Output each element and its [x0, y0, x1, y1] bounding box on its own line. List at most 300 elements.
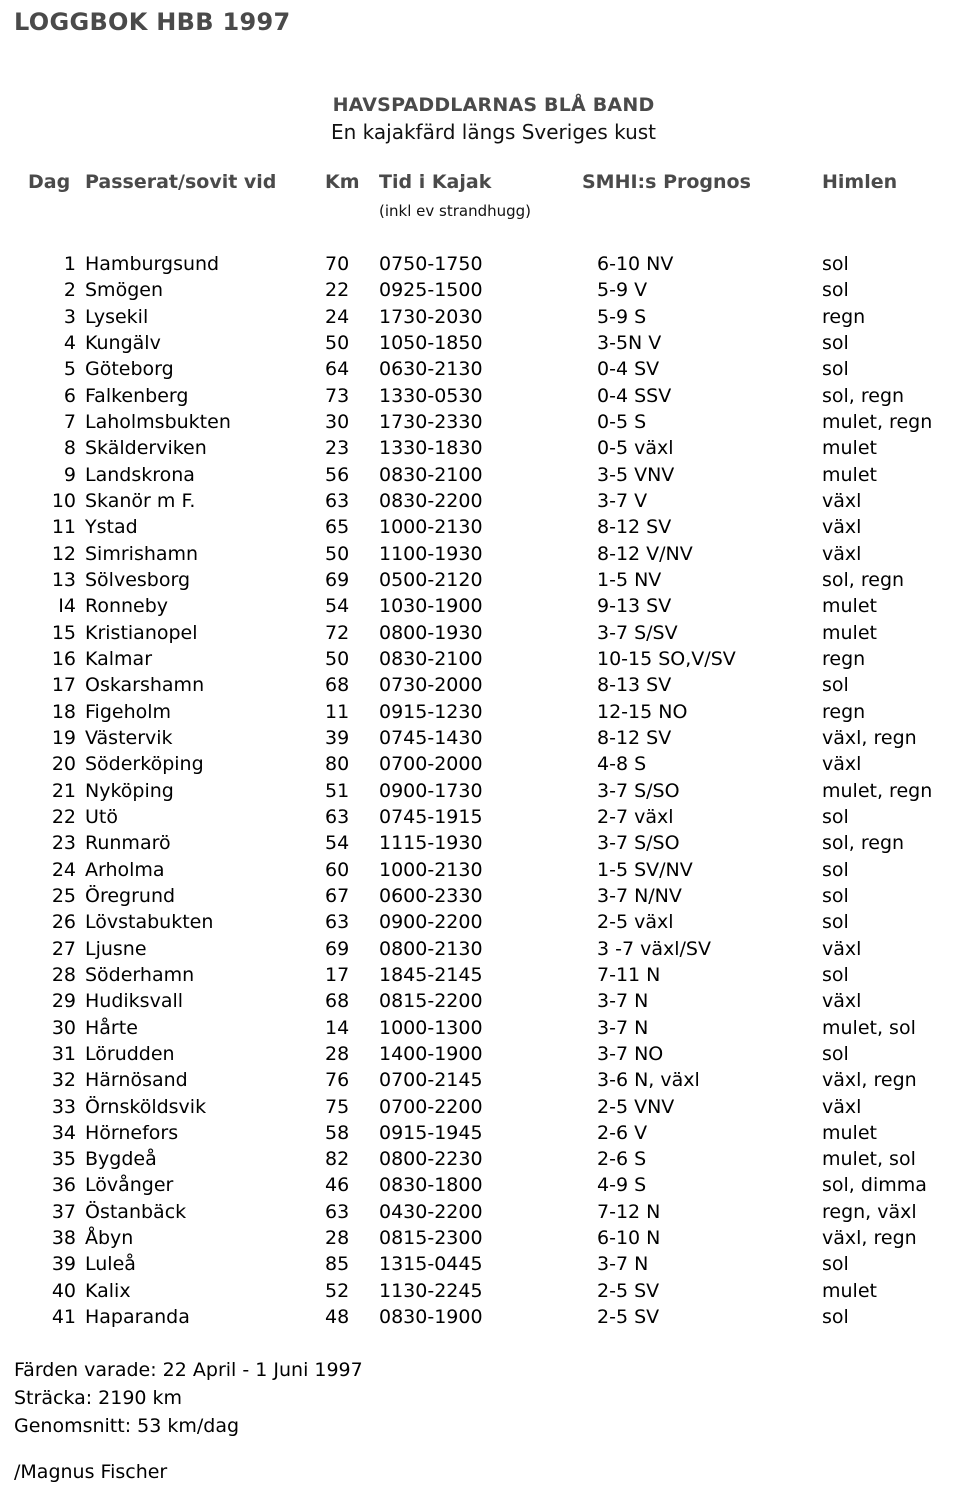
cell-dag: 13: [51, 568, 76, 591]
table-row: [0, 804, 961, 830]
cell-himlen: sol, dimma: [822, 1174, 927, 1197]
cell-himlen: regn, växl: [822, 1200, 917, 1223]
table-row: [0, 383, 961, 409]
cell-plats: Härnösand: [85, 1069, 188, 1092]
table-row: [0, 936, 961, 962]
cell-himlen: sol: [822, 911, 849, 934]
cell-plats: Lysekil: [85, 305, 149, 328]
cell-km: 56: [325, 463, 350, 486]
cell-himlen: sol: [822, 858, 849, 881]
cell-dag: 9: [63, 463, 76, 486]
cell-prognos: 3-7 N: [597, 1253, 649, 1276]
cell-km: 75: [325, 1095, 350, 1118]
cell-prognos: 5-9 S: [597, 305, 647, 328]
table-row: [0, 1094, 961, 1120]
cell-tid: 0745-1430: [379, 726, 483, 749]
cell-dag: 29: [51, 990, 76, 1013]
cell-km: 85: [325, 1253, 350, 1276]
cell-dag: 25: [51, 884, 76, 907]
cell-km: 17: [325, 963, 350, 986]
table-row: [0, 593, 961, 619]
cell-dag: 20: [51, 753, 76, 776]
cell-dag: 7: [63, 410, 76, 433]
cell-plats: Hamburgsund: [85, 253, 220, 275]
cell-plats: Hårte: [85, 1016, 138, 1039]
cell-himlen: växl: [822, 937, 862, 960]
cell-tid: 1100-1930: [379, 542, 483, 565]
cell-himlen: mulet: [822, 1279, 877, 1302]
table-row: [0, 1041, 961, 1067]
document-main-heading: HAVSPADDLARNAS BLÅ BAND: [332, 94, 655, 116]
cell-km: 46: [325, 1174, 350, 1197]
cell-prognos: 4-9 S: [597, 1174, 647, 1197]
cell-prognos: 2-5 VNV: [597, 1095, 675, 1118]
cell-plats: Söderköping: [85, 753, 204, 776]
cell-dag: 5: [63, 358, 76, 381]
cell-himlen: mulet, regn: [822, 410, 933, 433]
cell-himlen: växl: [822, 990, 862, 1013]
cell-prognos: 6-10 N: [597, 1227, 661, 1250]
column-header-himlen: Himlen: [822, 171, 898, 193]
cell-km: 69: [325, 937, 350, 960]
cell-plats: Kalix: [85, 1279, 131, 1302]
cell-km: 65: [325, 516, 350, 539]
cell-prognos: 8-13 SV: [597, 674, 672, 697]
cell-plats: Landskrona: [85, 463, 195, 486]
cell-plats: Öregrund: [85, 884, 176, 907]
cell-prognos: 3-6 N, växl: [597, 1069, 700, 1092]
table-row: [0, 1120, 961, 1146]
cell-himlen: mulet, regn: [822, 779, 933, 802]
cell-himlen: sol: [822, 884, 849, 907]
cell-plats: Skälderviken: [85, 437, 207, 460]
cell-prognos: 4-8 S: [597, 753, 647, 776]
table-row: [0, 488, 961, 514]
cell-tid: 1730-2030: [379, 305, 483, 328]
cell-tid: 0800-2230: [379, 1148, 483, 1171]
cell-dag: 21: [51, 779, 76, 802]
cell-plats: Hudiksvall: [85, 990, 184, 1013]
cell-plats: Utö: [85, 805, 118, 828]
cell-himlen: mulet: [822, 463, 877, 486]
table-row: [0, 620, 961, 646]
cell-plats: Simrishamn: [85, 542, 199, 565]
trip-summary: [14, 1356, 363, 1440]
document-header: [13, 92, 961, 146]
cell-dag: 28: [51, 963, 76, 986]
cell-prognos: 8-12 SV: [597, 516, 672, 539]
table-row: [0, 514, 961, 540]
cell-tid: 1050-1850: [379, 331, 483, 354]
cell-prognos: 0-5 S: [597, 410, 647, 433]
cell-tid: 1315-0445: [379, 1253, 483, 1276]
cell-prognos: 6-10 NV: [597, 253, 674, 275]
cell-plats: Lörudden: [85, 1042, 175, 1065]
cell-tid: 1000-1300: [379, 1016, 483, 1039]
cell-prognos: 3-5N V: [597, 331, 662, 354]
cell-tid: 0700-2200: [379, 1095, 483, 1118]
cell-km: 52: [325, 1279, 350, 1302]
cell-himlen: mulet: [822, 621, 877, 644]
cell-plats: Smögen: [85, 279, 163, 302]
cell-dag: 27: [51, 937, 76, 960]
cell-himlen: sol: [822, 279, 849, 302]
cell-km: 63: [325, 1200, 350, 1223]
cell-dag: 8: [63, 437, 76, 460]
table-header-row: [0, 171, 961, 195]
cell-plats: Haparanda: [85, 1306, 190, 1329]
cell-km: 67: [325, 884, 350, 907]
table-row: [0, 1199, 961, 1225]
summary-average: Genomsnitt: 53 km/dag: [14, 1415, 240, 1437]
cell-himlen: sol: [822, 674, 849, 697]
cell-plats: Kungälv: [85, 331, 161, 354]
cell-tid: 1845-2145: [379, 963, 483, 986]
cell-km: 14: [325, 1016, 350, 1039]
cell-himlen: mulet: [822, 437, 877, 460]
table-row: [0, 435, 961, 461]
cell-km: 30: [325, 410, 350, 433]
cell-tid: 0800-2130: [379, 937, 483, 960]
table-row: [0, 251, 961, 277]
cell-tid: 0815-2200: [379, 990, 483, 1013]
cell-km: 63: [325, 911, 350, 934]
cell-prognos: 3 -7 växl/SV: [597, 937, 711, 960]
cell-prognos: 3-7 N/NV: [597, 884, 682, 907]
cell-km: 58: [325, 1121, 350, 1144]
cell-prognos: 3-7 NO: [597, 1042, 664, 1065]
cell-himlen: sol: [822, 331, 849, 354]
cell-himlen: mulet: [822, 1121, 877, 1144]
cell-prognos: 7-12 N: [597, 1200, 661, 1223]
cell-himlen: mulet, sol: [822, 1148, 916, 1171]
cell-himlen: sol: [822, 805, 849, 828]
cell-plats: Arholma: [85, 858, 165, 881]
cell-km: 39: [325, 726, 350, 749]
page-title: LOGGBOK HBB 1997: [14, 8, 291, 36]
cell-tid: 1400-1900: [379, 1042, 483, 1065]
cell-plats: Nyköping: [85, 779, 174, 802]
cell-plats: Söderhamn: [85, 963, 195, 986]
cell-tid: 1030-1900: [379, 595, 483, 618]
cell-dag: 41: [51, 1306, 76, 1329]
cell-prognos: 3-7 S/SO: [597, 832, 680, 855]
cell-plats: Kalmar: [85, 647, 153, 670]
cell-prognos: 0-4 SSV: [597, 384, 672, 407]
cell-dag: 38: [51, 1227, 76, 1250]
cell-dag: 16: [51, 647, 76, 670]
cell-plats: Sölvesborg: [85, 568, 191, 591]
table-row: [0, 1225, 961, 1251]
cell-km: 63: [325, 489, 350, 512]
cell-prognos: 3-7 N: [597, 1016, 649, 1039]
cell-prognos: 9-13 SV: [597, 595, 672, 618]
cell-prognos: 3-7 S/SV: [597, 621, 678, 644]
cell-dag: 4: [63, 331, 76, 354]
cell-himlen: sol, regn: [822, 568, 905, 591]
cell-himlen: mulet, sol: [822, 1016, 916, 1039]
cell-plats: Kristianopel: [85, 621, 198, 644]
table-row: [0, 541, 961, 567]
cell-km: 82: [325, 1148, 350, 1171]
cell-tid: 0830-2100: [379, 463, 483, 486]
cell-plats: Falkenberg: [85, 384, 189, 407]
cell-km: 23: [325, 437, 350, 460]
cell-dag: 23: [51, 832, 76, 855]
cell-km: 50: [325, 647, 350, 670]
cell-prognos: 10-15 SO,V/SV: [597, 647, 736, 670]
table-row: [0, 962, 961, 988]
cell-dag: 36: [51, 1174, 76, 1197]
table-row: [0, 988, 961, 1014]
cell-dag: 30: [51, 1016, 76, 1039]
cell-plats: Ystad: [85, 516, 138, 539]
cell-dag: 32: [51, 1069, 76, 1092]
cell-plats: Runmarö: [85, 832, 171, 855]
cell-dag: 17: [51, 674, 76, 697]
table-row: [0, 857, 961, 883]
cell-dag: 24: [51, 858, 76, 881]
cell-tid: 0500-2120: [379, 568, 483, 591]
table-row: [0, 909, 961, 935]
cell-prognos: 2-6 V: [597, 1121, 648, 1144]
table-row: [0, 725, 961, 751]
cell-tid: 0815-2300: [379, 1227, 483, 1250]
table-row: [0, 883, 961, 909]
cell-plats: Göteborg: [85, 358, 174, 381]
cell-km: 24: [325, 305, 350, 328]
column-header-dag: Dag: [28, 171, 71, 193]
cell-himlen: växl: [822, 542, 862, 565]
cell-prognos: 3-5 VNV: [597, 463, 675, 486]
cell-prognos: 12-15 NO: [597, 700, 688, 723]
cell-prognos: 3-7 S/SO: [597, 779, 680, 802]
log-table: [0, 251, 961, 1330]
cell-tid: 1330-1830: [379, 437, 483, 460]
cell-dag: 22: [51, 805, 76, 828]
cell-himlen: sol, regn: [822, 832, 905, 855]
table-row: [0, 277, 961, 303]
cell-tid: 0925-1500: [379, 279, 483, 302]
cell-tid: 0830-2100: [379, 647, 483, 670]
cell-km: 72: [325, 621, 350, 644]
table-row: [0, 778, 961, 804]
cell-km: 28: [325, 1227, 350, 1250]
table-row: [0, 1251, 961, 1277]
cell-tid: 0915-1230: [379, 700, 483, 723]
table-row: [0, 672, 961, 698]
cell-km: 80: [325, 753, 350, 776]
cell-dag: 3: [63, 305, 76, 328]
cell-plats: Skanör m F.: [85, 489, 196, 512]
cell-himlen: växl: [822, 753, 862, 776]
table-row: [0, 462, 961, 488]
cell-tid: 1000-2130: [379, 516, 483, 539]
cell-dag: 18: [51, 700, 76, 723]
cell-himlen: sol: [822, 358, 849, 381]
table-row: [0, 1146, 961, 1172]
cell-km: 22: [325, 279, 350, 302]
cell-plats: Bygdeå: [85, 1148, 157, 1171]
cell-plats: Västervik: [85, 726, 173, 749]
author-signature: /Magnus Fischer: [14, 1461, 168, 1483]
cell-plats: Luleå: [85, 1253, 136, 1276]
table-row: [0, 1304, 961, 1330]
cell-tid: 1115-1930: [379, 832, 483, 855]
cell-km: 76: [325, 1069, 350, 1092]
table-row: [0, 304, 961, 330]
cell-prognos: 2-7 växl: [597, 805, 674, 828]
table-row: [0, 1015, 961, 1041]
cell-plats: Åbyn: [85, 1227, 134, 1250]
cell-prognos: 2-5 SV: [597, 1279, 660, 1302]
table-row: [0, 1067, 961, 1093]
table-row: [0, 1172, 961, 1198]
cell-himlen: sol, regn: [822, 384, 905, 407]
cell-plats: Ljusne: [85, 937, 147, 960]
cell-dag: 11: [51, 516, 76, 539]
cell-prognos: 2-5 SV: [597, 1306, 660, 1329]
cell-km: 60: [325, 858, 350, 881]
cell-himlen: växl: [822, 516, 862, 539]
cell-dag: 26: [51, 911, 76, 934]
cell-tid: 0800-1930: [379, 621, 483, 644]
cell-dag: 35: [51, 1148, 76, 1171]
cell-dag: 6: [63, 384, 76, 407]
cell-himlen: sol: [822, 1253, 849, 1276]
cell-plats: Lövstabukten: [85, 911, 214, 934]
cell-prognos: 7-11 N: [597, 963, 661, 986]
cell-tid: 0745-1915: [379, 805, 483, 828]
cell-km: 48: [325, 1306, 350, 1329]
cell-dag: 2: [63, 279, 76, 302]
cell-himlen: växl: [822, 489, 862, 512]
cell-plats: Lövånger: [85, 1174, 174, 1197]
cell-prognos: 1-5 NV: [597, 568, 662, 591]
column-header-km: Km: [325, 171, 360, 193]
cell-dag: 15: [51, 621, 76, 644]
document-subtitle: En kajakfärd längs Sveriges kust: [330, 120, 657, 144]
cell-tid: 0700-2000: [379, 753, 483, 776]
cell-plats: Laholmsbukten: [85, 410, 231, 433]
cell-prognos: 3-7 V: [597, 489, 648, 512]
cell-plats: Örnsköldsvik: [85, 1095, 207, 1118]
cell-km: 73: [325, 384, 350, 407]
table-row: [0, 646, 961, 672]
cell-tid: 0700-2145: [379, 1069, 483, 1092]
cell-km: 50: [325, 331, 350, 354]
cell-prognos: 3-7 N: [597, 990, 649, 1013]
cell-dag: 10: [51, 489, 76, 512]
cell-tid: 1000-2130: [379, 858, 483, 881]
cell-tid: 0915-1945: [379, 1121, 483, 1144]
cell-dag: 33: [51, 1095, 76, 1118]
column-header-passerat: Passerat/sovit vid: [85, 171, 277, 193]
cell-himlen: sol: [822, 253, 849, 275]
cell-dag: 34: [51, 1121, 76, 1144]
cell-plats: Östanbäck: [85, 1200, 187, 1223]
cell-tid: 0830-1800: [379, 1174, 483, 1197]
cell-plats: Hörnefors: [85, 1121, 179, 1144]
cell-himlen: mulet: [822, 595, 877, 618]
cell-tid: 0900-2200: [379, 911, 483, 934]
cell-himlen: regn: [822, 700, 866, 723]
cell-km: 69: [325, 568, 350, 591]
column-header-prognos: SMHI:s Prognos: [582, 171, 751, 193]
table-row: [0, 751, 961, 777]
cell-tid: 1330-0530: [379, 384, 483, 407]
cell-km: 68: [325, 674, 350, 697]
column-header-tid: Tid i Kajak: [379, 171, 492, 193]
cell-km: 64: [325, 358, 350, 381]
cell-himlen: växl, regn: [822, 1069, 917, 1092]
cell-tid: 0900-1730: [379, 779, 483, 802]
cell-tid: 0830-1900: [379, 1306, 483, 1329]
cell-tid: 0600-2330: [379, 884, 483, 907]
table-row: [0, 567, 961, 593]
summary-duration: Färden varade: 22 April - 1 Juni 1997: [14, 1359, 363, 1381]
cell-prognos: 2-6 S: [597, 1148, 647, 1171]
cell-dag: 37: [51, 1200, 76, 1223]
table-row: [0, 409, 961, 435]
cell-km: 51: [325, 779, 350, 802]
table-row: [0, 330, 961, 356]
cell-tid: 0730-2000: [379, 674, 483, 697]
cell-km: 50: [325, 542, 350, 565]
table-row: [0, 1278, 961, 1304]
cell-himlen: sol: [822, 963, 849, 986]
cell-himlen: regn: [822, 647, 866, 670]
cell-km: 68: [325, 990, 350, 1013]
cell-km: 54: [325, 595, 350, 618]
cell-prognos: 8-12 SV: [597, 726, 672, 749]
cell-dag: I4: [58, 595, 76, 618]
cell-plats: Ronneby: [85, 595, 169, 618]
cell-dag: 40: [51, 1279, 76, 1302]
cell-himlen: sol: [822, 1306, 849, 1329]
cell-tid: 1730-2330: [379, 410, 483, 433]
cell-km: 70: [325, 253, 350, 275]
cell-prognos: 8-12 V/NV: [597, 542, 693, 565]
cell-dag: 39: [51, 1253, 76, 1276]
cell-himlen: växl: [822, 1095, 862, 1118]
tid-column-note: (inkl ev strandhugg): [379, 202, 532, 220]
cell-tid: 1130-2245: [379, 1279, 483, 1302]
cell-km: 11: [325, 700, 350, 723]
table-row: [0, 830, 961, 856]
cell-himlen: regn: [822, 305, 866, 328]
cell-prognos: 2-5 växl: [597, 911, 674, 934]
cell-plats: Figeholm: [85, 700, 172, 723]
cell-tid: 0630-2130: [379, 358, 483, 381]
cell-km: 28: [325, 1042, 350, 1065]
cell-km: 54: [325, 832, 350, 855]
cell-prognos: 0-4 SV: [597, 358, 660, 381]
cell-himlen: sol: [822, 1042, 849, 1065]
summary-distance: Sträcka: 2190 km: [14, 1387, 183, 1409]
cell-plats: Oskarshamn: [85, 674, 205, 697]
cell-dag: 19: [51, 726, 76, 749]
cell-prognos: 5-9 V: [597, 279, 648, 302]
cell-prognos: 0-5 växl: [597, 437, 674, 460]
cell-tid: 0830-2200: [379, 489, 483, 512]
table-row: [0, 699, 961, 725]
cell-dag: 12: [51, 542, 76, 565]
cell-tid: 0750-1750: [379, 253, 483, 275]
cell-km: 63: [325, 805, 350, 828]
cell-himlen: växl, regn: [822, 1227, 917, 1250]
cell-dag: 1: [63, 253, 76, 275]
